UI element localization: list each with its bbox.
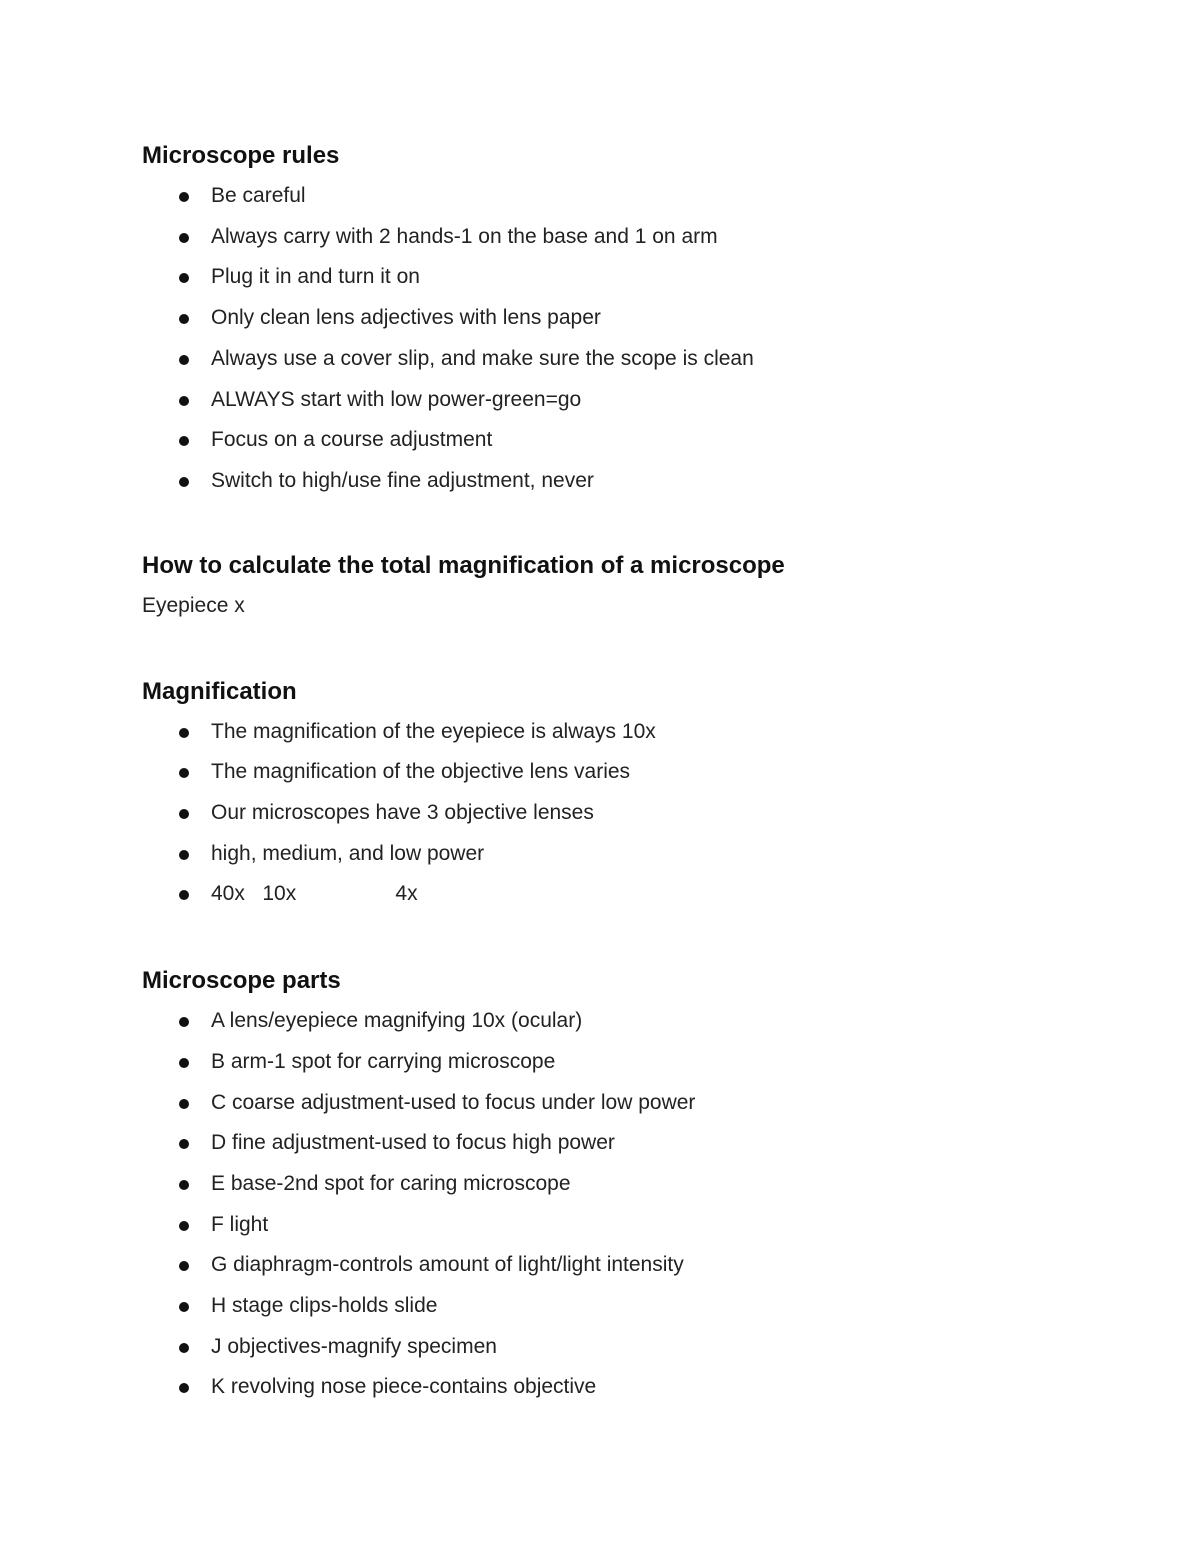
bullet-icon: [179, 1221, 189, 1231]
list-item: J objectives-magnify specimen: [142, 1327, 1042, 1368]
list-item: K revolving nose piece-contains objective: [142, 1367, 1042, 1408]
bullet-icon: [179, 477, 189, 487]
bullet-icon: [179, 1383, 189, 1393]
bullet-icon: [179, 1261, 189, 1271]
list-item: Always carry with 2 hands-1 on the base and 1 on arm: [142, 217, 1042, 258]
list-item: H stage clips-holds slide: [142, 1286, 1042, 1327]
heading-magnification: Magnification: [142, 677, 297, 705]
heading-total-magnification: How to calculate the total magnification of a microscope: [142, 551, 785, 579]
list-item: D fine adjustment-used to focus high power: [142, 1123, 1042, 1164]
heading-microscope-parts: Microscope parts: [142, 967, 341, 995]
list-item: Plug it in and turn it on: [142, 257, 1042, 298]
list-item: G diaphragm-controls amount of light/light intensity: [142, 1245, 1042, 1286]
bullet-icon: [179, 850, 189, 860]
heading-microscope-rules: Microscope rules: [142, 142, 340, 169]
list-item: B arm-1 spot for carrying microscope: [142, 1042, 1042, 1083]
document-body: [142, 136, 1042, 1408]
list-item: Switch to high/use fine adjustment, never: [142, 461, 1042, 502]
list-item: C coarse adjustment-used to focus under low power: [142, 1083, 1042, 1124]
list-magnification: [142, 712, 1042, 916]
list-item: Our microscopes have 3 objective lenses: [142, 793, 1042, 834]
list-item: Always use a cover slip, and make sure the scope is clean: [142, 339, 1042, 380]
spacer: [142, 502, 1042, 546]
spacer: [142, 915, 1042, 961]
list-microscope-parts: [142, 1001, 1042, 1408]
bullet-icon: [179, 1302, 189, 1312]
bullet-icon: [179, 314, 189, 324]
bullet-icon: [179, 1180, 189, 1190]
bullet-icon: [179, 396, 189, 406]
bullet-icon: [179, 436, 189, 446]
bullet-icon: [179, 768, 189, 778]
bullet-icon: [179, 1017, 189, 1027]
bullet-icon: [179, 273, 189, 283]
list-item: F light: [142, 1205, 1042, 1246]
list-item: The magnification of the eyepiece is always 10x: [142, 712, 1042, 753]
bullet-icon: [179, 355, 189, 365]
list-item: E base-2nd spot for caring microscope: [142, 1164, 1042, 1205]
list-item: A lens/eyepiece magnifying 10x (ocular): [142, 1001, 1042, 1042]
bullet-icon: [179, 809, 189, 819]
paragraph-eyepiece: Eyepiece x: [142, 593, 245, 617]
list-item: Only clean lens adjectives with lens paper: [142, 298, 1042, 339]
bullet-icon: [179, 1099, 189, 1109]
list-item: Be careful: [142, 176, 1042, 217]
bullet-icon: [179, 1058, 189, 1068]
bullet-icon: [179, 890, 189, 900]
bullet-icon: [179, 1139, 189, 1149]
bullet-icon: [179, 233, 189, 243]
bullet-icon: [179, 728, 189, 738]
list-item: 40x 10x 4x: [142, 874, 1042, 915]
list-item: The magnification of the objective lens varies: [142, 752, 1042, 793]
list-microscope-rules: [142, 176, 1042, 502]
list-item: high, medium, and low power: [142, 834, 1042, 875]
spacer: [142, 626, 1042, 672]
bullet-icon: [179, 1343, 189, 1353]
list-item: ALWAYS start with low power-green=go: [142, 380, 1042, 421]
list-item: Focus on a course adjustment: [142, 420, 1042, 461]
bullet-icon: [179, 192, 189, 202]
